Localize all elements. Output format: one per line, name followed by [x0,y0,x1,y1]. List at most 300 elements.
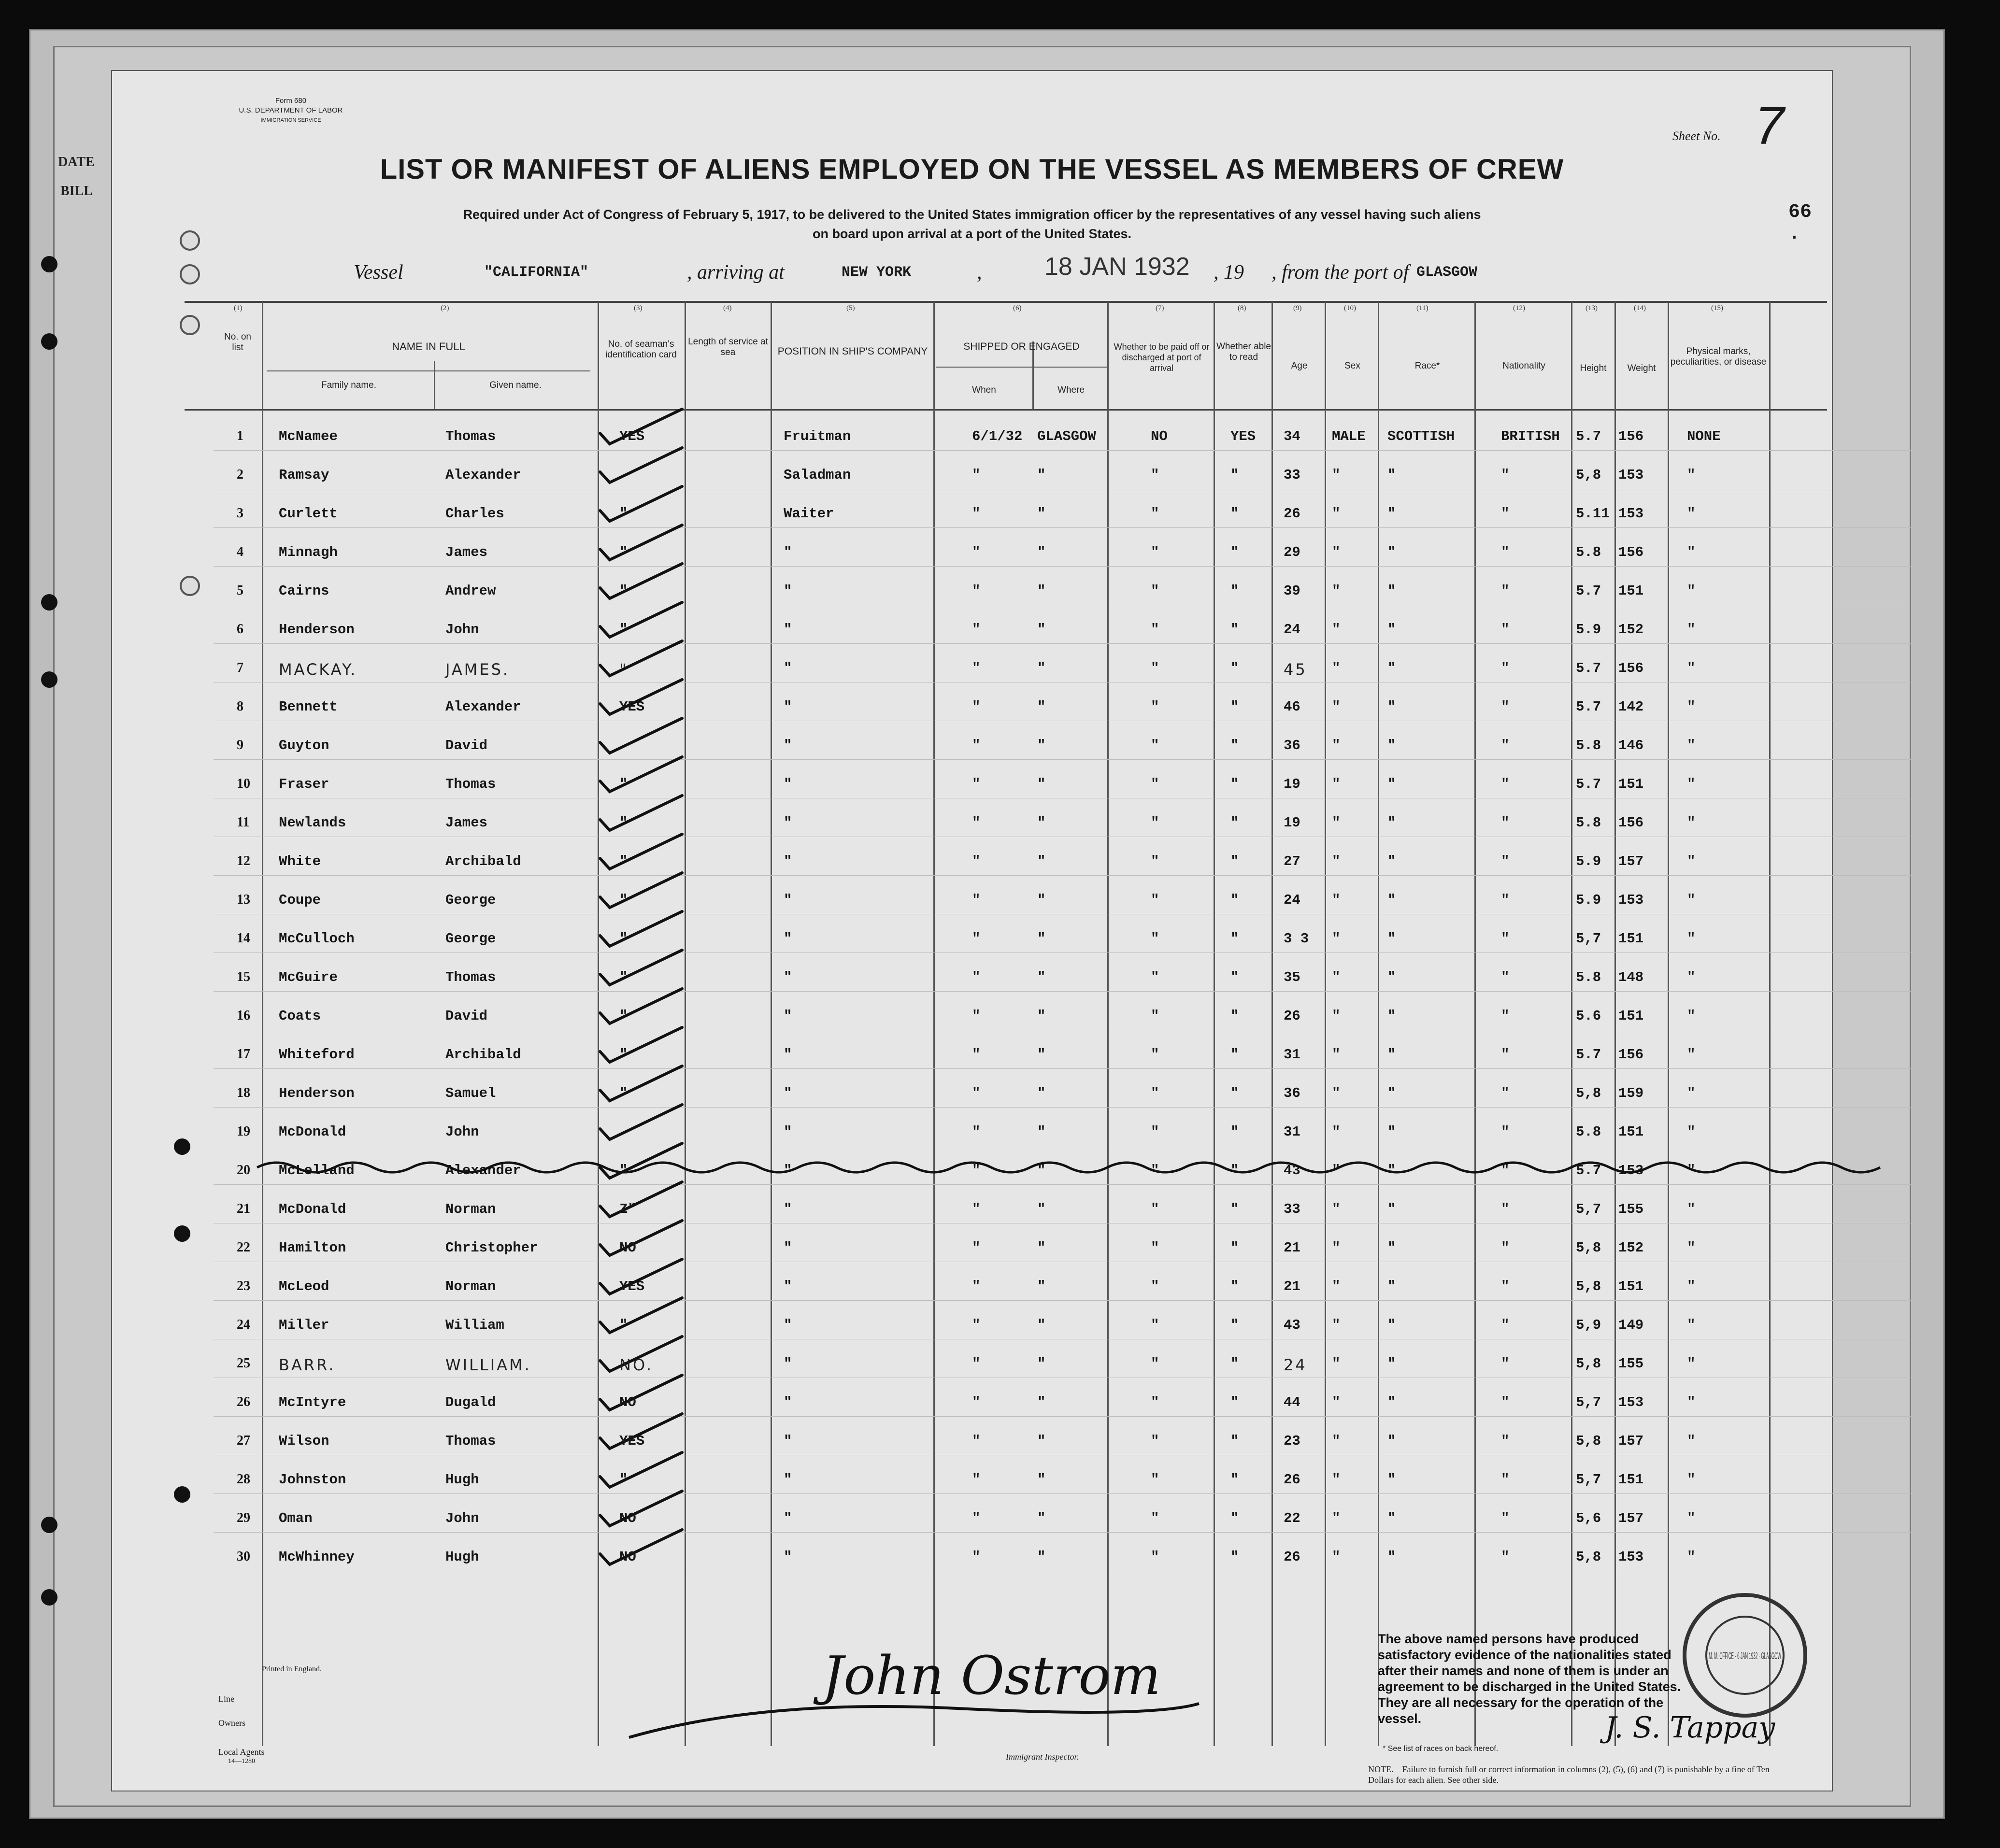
col-num: (4) [723,304,732,312]
height: 5.7 [1576,776,1601,792]
paid-off: " [1151,1201,1159,1217]
shipped-when: " [972,506,981,522]
physical-marks: " [1687,1394,1696,1410]
punch-hole [174,1138,190,1155]
position: " [784,1085,792,1101]
position: " [784,1356,792,1372]
paid-off: NO [1151,428,1168,444]
position: " [784,1008,792,1024]
race: " [1387,1047,1396,1063]
family-name: MACKAY. [279,660,357,679]
weight: 157 [1618,1510,1644,1526]
given-name: John [445,622,479,638]
position: " [784,815,792,831]
row-number: 4 [237,544,243,559]
shipped-where: " [1037,776,1046,792]
age: 46 [1284,699,1300,715]
id-card-value: YES [619,428,645,444]
race: " [1387,738,1396,753]
weight: 151 [1618,1008,1644,1024]
row-number: 30 [237,1549,250,1564]
footer-line-label: Line [218,1694,234,1704]
row-rule [214,759,1929,760]
height: 5,8 [1576,1240,1601,1256]
shipped-when: " [972,892,981,908]
shipped-where: " [1037,969,1046,985]
able-to-read: " [1230,467,1239,483]
sex: " [1332,815,1341,831]
row-rule [214,1493,1929,1494]
physical-marks: " [1687,1549,1696,1565]
col-num: (3) [634,304,643,312]
id-card-value: " [619,506,628,522]
nationality: " [1501,853,1510,869]
col-num: (6) [1013,304,1022,312]
physical-marks: " [1687,1085,1696,1101]
row-number: 29 [237,1510,250,1525]
header-position: POSITION IN SHIP'S COMPANY [777,346,928,357]
family-name: McDonald [279,1124,346,1140]
sex: " [1332,622,1341,638]
inspector-signature [619,1636,1223,1747]
race: " [1387,699,1396,715]
col-num: (13) [1586,304,1598,312]
age: 29 [1284,544,1300,560]
given-name: Thomas [445,1433,496,1449]
family-name: Fraser [279,776,329,792]
header-age: Age [1291,361,1308,371]
signature-text-2: J. S. Tappay [1605,1711,1775,1745]
family-name: BARR. [279,1356,336,1374]
race: " [1387,931,1396,947]
able-to-read: " [1230,660,1239,676]
header-family-name: Family name. [321,380,377,390]
shipped-when: " [972,1356,981,1372]
given-name: William [445,1317,504,1333]
column-rule [1214,302,1215,1746]
height: 5.9 [1576,853,1601,869]
race: " [1387,969,1396,985]
check-mark [595,713,687,757]
able-to-read: " [1230,1047,1239,1063]
given-name: Alexander [445,467,521,483]
able-to-read: " [1230,1549,1239,1565]
position: " [784,776,792,792]
paid-off: " [1151,467,1159,483]
row-rule [214,1416,1929,1417]
able-to-read: " [1230,1433,1239,1449]
race: " [1387,544,1396,560]
shipped-where: GLASGOW [1037,428,1096,444]
weight: 156 [1618,660,1644,676]
row-number: 28 [237,1472,250,1487]
able-to-read: " [1230,1510,1239,1526]
family-name: McGuire [279,969,338,985]
header-rule [185,301,1827,303]
shipped-where: " [1037,1317,1046,1333]
race: " [1387,506,1396,522]
physical-marks: " [1687,1201,1696,1217]
col-num: (9) [1293,304,1302,312]
check-mark [595,1177,687,1221]
shipped-where: " [1037,1433,1046,1449]
row-rule [214,527,1929,528]
paid-off: " [1151,776,1159,792]
check-mark [595,443,687,486]
height: 5.7 [1576,583,1601,599]
able-to-read: " [1230,1279,1239,1294]
physical-marks: " [1687,1433,1696,1449]
given-name: WILLIAM. [445,1356,531,1374]
physical-marks: " [1687,622,1696,638]
able-to-read: " [1230,1201,1239,1217]
row-number: 14 [237,931,250,946]
weight: 153 [1618,467,1644,483]
nationality: " [1501,738,1510,753]
row-number: 26 [237,1394,250,1409]
paid-off: " [1151,1510,1159,1526]
family-name: Bennett [279,699,338,715]
age: 26 [1284,1008,1300,1024]
header-sex: Sex [1344,361,1360,371]
column-rule [1614,302,1616,1746]
row-number: 6 [237,622,243,637]
shipped-where: " [1037,1047,1046,1063]
check-mark [595,482,687,525]
shipped-where: " [1037,1279,1046,1294]
race: " [1387,1510,1396,1526]
able-to-read: " [1230,1163,1239,1179]
id-card-value: " [619,622,628,638]
given-name: Alexander [445,1163,521,1179]
id-card-value: " [619,583,628,599]
nationality: " [1501,1085,1510,1101]
paid-off: " [1151,853,1159,869]
weight: 156 [1618,544,1644,560]
physical-marks: " [1687,660,1696,676]
col-num: (11) [1416,304,1429,312]
shipped-when: " [972,1510,981,1526]
position: Fruitman [784,428,851,444]
able-to-read: " [1230,1240,1239,1256]
punch-hole [180,264,200,284]
given-name: Thomas [445,428,496,444]
weight: 146 [1618,738,1644,753]
check-mark [595,597,687,641]
shipped-when: " [972,583,981,599]
col-num: (1) [234,304,243,312]
height: 5.7 [1576,660,1601,676]
position: " [784,969,792,985]
weight: 151 [1618,1472,1644,1488]
col-num: (12) [1513,304,1525,312]
family-name: McNamee [279,428,338,444]
header-length-service: Length of service at sea [688,337,768,357]
shipped-when: " [972,1433,981,1449]
check-mark [595,907,687,950]
family-name: Coats [279,1008,321,1024]
family-name: Guyton [279,738,329,753]
column-rule [1668,302,1669,1746]
physical-marks: " [1687,853,1696,869]
shipped-when: " [972,1394,981,1410]
from-port-label: , from the port of [1271,261,1409,284]
check-mark [595,984,687,1027]
column-rule [1271,302,1273,1746]
shipped-when: " [972,853,981,869]
shipped-when: " [972,1317,981,1333]
family-name: McLeod [279,1279,329,1294]
height: 5.6 [1576,1008,1601,1024]
given-name: Charles [445,506,504,522]
shipped-where: " [1037,892,1046,908]
physical-marks: " [1687,1317,1696,1333]
sex: " [1332,738,1341,753]
age: 24 [1284,892,1300,908]
shipped-when: " [972,738,981,753]
age: 21 [1284,1240,1300,1256]
age: 27 [1284,853,1300,869]
shipped-where: " [1037,467,1046,483]
height: 5,7 [1576,931,1601,947]
paid-off: " [1151,1472,1159,1488]
office-seal [1677,1588,1813,1723]
family-name: Minnagh [279,544,338,560]
header-bottom-rule [185,409,1827,411]
shipped-when: " [972,1047,981,1063]
nationality: " [1501,1279,1510,1294]
sex: " [1332,544,1341,560]
page-title: LIST OR MANIFEST OF ALIENS EMPLOYED ON THE VESSEL AS MEMBERS OF CREW [380,154,1564,185]
weight: 156 [1618,1047,1644,1063]
physical-marks: " [1687,1472,1696,1488]
shipped-where: " [1037,1549,1046,1565]
weight: 157 [1618,853,1644,869]
nationality: " [1501,583,1510,599]
punch-hole [174,1225,190,1242]
given-name: David [445,738,488,753]
column-rule [1107,302,1109,1746]
row-number: 9 [237,738,243,753]
check-mark [595,1216,687,1259]
weight: 151 [1618,776,1644,792]
sex: " [1332,1047,1341,1063]
shipped-where: " [1037,931,1046,947]
check-mark [595,829,687,873]
race: " [1387,853,1396,869]
paid-off: " [1151,1549,1159,1565]
service-name: IMMIGRATION SERVICE [260,117,321,123]
race: " [1387,1124,1396,1140]
row-number: 2 [237,467,243,482]
physical-marks: " [1687,583,1696,599]
sex: " [1332,1549,1341,1565]
col-num: (2) [441,304,449,312]
vessel-name: "CALIFORNIA" [484,264,589,281]
row-number: 5 [237,583,243,598]
given-name: Norman [445,1279,496,1294]
race: " [1387,1472,1396,1488]
sheet-label: Sheet No. [1672,129,1721,143]
paid-off: " [1151,1317,1159,1333]
race: " [1387,583,1396,599]
family-name: Whiteford [279,1047,355,1063]
header-when: When [972,385,996,395]
id-card-value: " [619,1472,628,1488]
row-rule [214,1068,1929,1069]
age: 23 [1284,1433,1300,1449]
position: " [784,853,792,869]
row-number: 24 [237,1317,250,1332]
given-name: George [445,931,496,947]
paid-off: " [1151,1047,1159,1063]
check-mark [595,791,687,834]
id-card-value: Z" [619,1201,636,1217]
weight: 156 [1618,428,1644,444]
check-mark [595,559,687,602]
sex: " [1332,892,1341,908]
row-number: 8 [237,699,243,714]
header-paid-off: Whether to be paid off or discharged at port of arrival [1114,342,1210,373]
shipped-where: " [1037,1008,1046,1024]
given-name: James [445,544,488,560]
physical-marks: " [1687,1163,1696,1179]
nationality: " [1501,1047,1510,1063]
name-divider [267,370,590,371]
date-stamp: 18 JAN 1932 [1044,253,1190,281]
height: 5,9 [1576,1317,1601,1333]
row-rule [214,1532,1929,1533]
able-to-read: " [1230,1124,1239,1140]
paid-off: " [1151,931,1159,947]
header-where: Where [1057,385,1085,395]
height: 5.9 [1576,622,1601,638]
penalty-note: NOTE.—Failure to furnish full or correct information in columns (2), (5), (6) and (7) is punishable by a fine of Ten Dollars for each alien. See other side. [1368,1764,1770,1785]
id-card-value: " [619,1008,628,1024]
position: " [784,892,792,908]
able-to-read: " [1230,1394,1239,1410]
weight: 151 [1618,1124,1644,1140]
age: 33 [1284,1201,1300,1217]
age: 19 [1284,815,1300,831]
family-name: Cairns [279,583,329,599]
column-rule [1571,302,1572,1746]
shipped-divider [936,367,1107,368]
age: 21 [1284,1279,1300,1294]
comma: , [977,261,982,284]
given-name: James [445,815,488,831]
height: 5.7 [1576,428,1601,444]
position: " [784,1124,792,1140]
sex: " [1332,1394,1341,1410]
paid-off: " [1151,1008,1159,1024]
given-name: Dugald [445,1394,496,1410]
shipped-when: " [972,1549,981,1565]
shipped-when: " [972,1240,981,1256]
height: 5.7 [1576,1163,1601,1179]
row-number: 12 [237,853,250,868]
nationality: " [1501,969,1510,985]
col-num: (7) [1156,304,1164,312]
nationality: " [1501,1317,1510,1333]
sex: " [1332,583,1341,599]
position: " [784,699,792,715]
paid-off: " [1151,892,1159,908]
weight: 151 [1618,1279,1644,1294]
sex: " [1332,660,1341,676]
sex: " [1332,1163,1341,1179]
paid-off: " [1151,1279,1159,1294]
given-name: Alexander [445,699,521,715]
id-card-value: " [619,660,629,679]
family-name: Oman [279,1510,313,1526]
height: 5,8 [1576,1356,1601,1372]
header-name-in-full: NAME IN FULL [392,341,465,353]
sex: " [1332,506,1341,522]
physical-marks: " [1687,1008,1696,1024]
header-race: Race* [1414,361,1440,371]
weight: 151 [1618,931,1644,947]
shipped-when: 6/1/32 [972,428,1023,444]
nationality: " [1501,506,1510,522]
position: " [784,1240,792,1256]
row-number: 10 [237,776,250,791]
shipped-where: " [1037,853,1046,869]
family-name: Hamilton [279,1240,346,1256]
shipped-when: " [972,1163,981,1179]
able-to-read: " [1230,1008,1239,1024]
id-card-value: " [619,931,628,947]
col-num: (5) [846,304,855,312]
vessel-label: Vessel [354,261,403,284]
paid-off: " [1151,969,1159,985]
paid-off: " [1151,1163,1159,1179]
sheet-number: 7 [1755,96,1785,156]
paid-off: " [1151,738,1159,753]
footer-form-code: 14—1280 [228,1758,255,1765]
side-stub-bill: BILL [60,184,93,199]
position: " [784,1549,792,1565]
position: " [784,583,792,599]
id-card-value: " [619,1163,628,1179]
weight: 151 [1618,583,1644,599]
age: 44 [1284,1394,1300,1410]
race: " [1387,1279,1396,1294]
physical-marks: " [1687,1047,1696,1063]
shipped-when: " [972,931,981,947]
sex: " [1332,931,1341,947]
age: 22 [1284,1510,1300,1526]
row-rule [214,643,1929,644]
shipped-when: " [972,1085,981,1101]
id-card-value: " [619,1085,628,1101]
id-card-value: " [619,1317,628,1333]
shipped-where: " [1037,544,1046,560]
race: " [1387,815,1396,831]
given-name: George [445,892,496,908]
column-rule [1474,302,1476,1746]
height: 5,7 [1576,1394,1601,1410]
nationality: " [1501,1549,1510,1565]
sex: " [1332,1240,1341,1256]
height: 5,7 [1576,1201,1601,1217]
nationality: " [1501,1433,1510,1449]
family-name: Curlett [279,506,338,522]
row-rule [214,952,1929,953]
sex: " [1332,1510,1341,1526]
position: " [784,544,792,560]
able-to-read: YES [1230,428,1256,444]
